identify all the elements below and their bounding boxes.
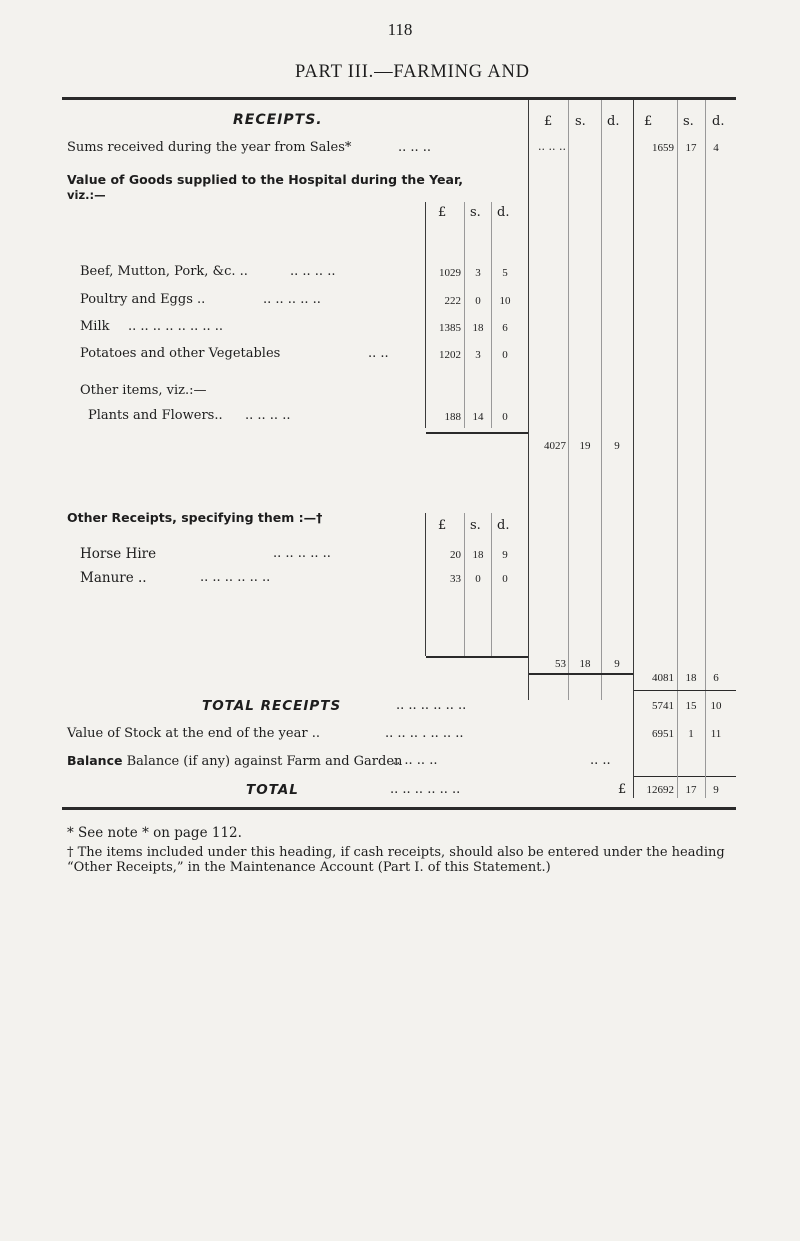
item-shillings: 3 [475,349,481,361]
subtotal-rule [426,656,528,658]
column-rule [601,100,602,700]
item-shillings: 18 [472,549,484,561]
total-receipts-pence: 10 [710,700,722,712]
leader-dots: .. .. .. . .. .. .. [385,726,464,741]
item-pounds: 1385 [439,322,461,334]
grand-total-label: TOTAL [246,782,299,798]
inner-column-rule [491,202,492,428]
leader-dots: .. .. .. [398,140,432,155]
leader-dots: .. .. [590,753,611,768]
item-pounds: 1202 [439,349,461,361]
leader-dots: .. .. .. .. [245,408,291,423]
inner-column-rule [425,202,426,428]
leader-dots: .. .. .. .. [290,264,336,279]
sales-shillings: 17 [685,142,697,154]
leader-dots: .. .. .. .. [392,753,438,768]
inner-header-pence: d. [497,518,510,533]
item-pounds: 33 [450,573,461,585]
stock-shillings: 1 [688,728,694,740]
column-rule [633,776,634,798]
total-rule [634,776,736,777]
balance-label-text: Balance (if any) against Farm and Garden [126,754,403,769]
grand-total-pounds: 12692 [646,784,674,796]
column-rule [633,100,634,783]
item-label: Plants and Flowers.. [88,408,223,423]
inner-header-pence: d. [497,205,510,220]
col-header-shillings: s. [683,114,694,129]
item-pence: 10 [499,295,511,307]
inner-header-pounds: £ [438,518,447,533]
sum-pence: 6 [713,672,719,684]
item-label: Poultry and Eggs .. [80,292,206,307]
subtotal-rule [529,673,633,675]
item-label: Horse Hire [80,546,157,562]
leader-dots: .. .. .. .. .. .. [200,570,271,585]
col-header-pounds: £ [544,114,553,129]
item-pounds: 188 [444,411,461,423]
leader-dots: .. .. .. .. .. .. [396,698,467,713]
subtotal-rule [426,432,528,434]
top-rule [62,97,736,100]
sum-shillings: 18 [685,672,697,684]
page-number: 118 [387,20,413,39]
sum-rule [634,690,736,691]
item-label: Milk [80,319,110,334]
hospital-label: Value of Goods supplied to the Hospital during the Year, [67,172,464,187]
leader-dots: .. .. .. .. .. .. [390,782,461,797]
item-shillings: 18 [472,322,484,334]
currency-symbol: £ [618,782,627,797]
other-receipts-label: Other Receipts, specifying them :—† [67,510,323,525]
bottom-rule [62,807,736,810]
item-pence: 9 [502,549,508,561]
inner-header-pounds: £ [438,205,447,220]
item-shillings: 14 [472,411,484,423]
subtotal-shillings: 18 [579,658,591,670]
item-pence: 0 [502,573,508,585]
sales-pounds: 1659 [652,142,674,154]
item-shillings: 3 [475,267,481,279]
running-title: PART III.—FARMING AND [295,62,530,82]
total-receipts-label: TOTAL RECEIPTS [202,698,342,714]
grand-total-shillings: 17 [685,784,697,796]
col-header-shillings: s. [575,114,586,129]
item-label: Beef, Mutton, Pork, &c. .. [80,264,248,279]
inner-column-rule [425,513,426,656]
footnote-dagger: † The items included under this heading, if cash receipts, should also be entered under the heading “Other Receipts,” in the Maintenance Account (Part I. of this Statement.) [67,845,725,875]
item-label: Manure .. [80,570,147,586]
item-pence: 6 [502,322,508,334]
item-label: Potatoes and other Vegetables [80,346,281,361]
item-pounds: 20 [450,549,461,561]
inner-header-shillings: s. [470,205,481,220]
item-shillings: 0 [475,295,481,307]
item-shillings: 0 [475,573,481,585]
leader-dots: .. .. .. .. .. [273,546,331,561]
total-receipts-shillings: 15 [685,700,697,712]
subtotal-pounds: 53 [555,658,566,670]
stock-pounds: 6951 [652,728,674,740]
inner-header-shillings: s. [470,518,481,533]
item-pence: 5 [502,267,508,279]
subtotal-pounds: 4027 [544,440,566,452]
total-receipts-pounds: 5741 [652,700,674,712]
inner-column-rule [464,202,465,428]
subtotal-pence: 9 [614,440,620,452]
footnote-star: * See note * on page 112. [67,825,242,841]
subtotal-pence: 9 [614,658,620,670]
item-pence: 0 [502,349,508,361]
subtotal-shillings: 19 [579,440,591,452]
col-header-pounds: £ [644,114,653,129]
other-items-label: Other items, viz.:— [80,383,207,398]
col-header-pence: d. [712,114,725,129]
stock-pence: 11 [710,728,722,740]
leader-dots: .. .. [368,346,389,361]
item-pence: 0 [502,411,508,423]
column-rule [528,100,529,700]
leader-dots: .. .. .. .. .. .. .. .. [128,319,224,334]
stock-label: Value of Stock at the end of the year .. [67,726,320,741]
column-rule [568,100,569,700]
viz-label: viz.:— [67,188,106,202]
grand-total-pence: 9 [713,784,719,796]
col-header-pence: d. [607,114,620,129]
section-heading: RECEIPTS. [233,112,323,128]
sales-label: Sums received during the year from Sales* [67,140,352,155]
balance-label: Balance Balance (if any) against Farm and Garden [67,753,403,769]
leader-dots: .. .. .. .. .. [263,292,321,307]
sales-pence: 4 [713,142,719,154]
item-pounds: 222 [444,295,461,307]
sum-pounds: 4081 [652,672,674,684]
item-pounds: 1029 [439,267,461,279]
leader-dots: .. .. .. [538,140,566,153]
